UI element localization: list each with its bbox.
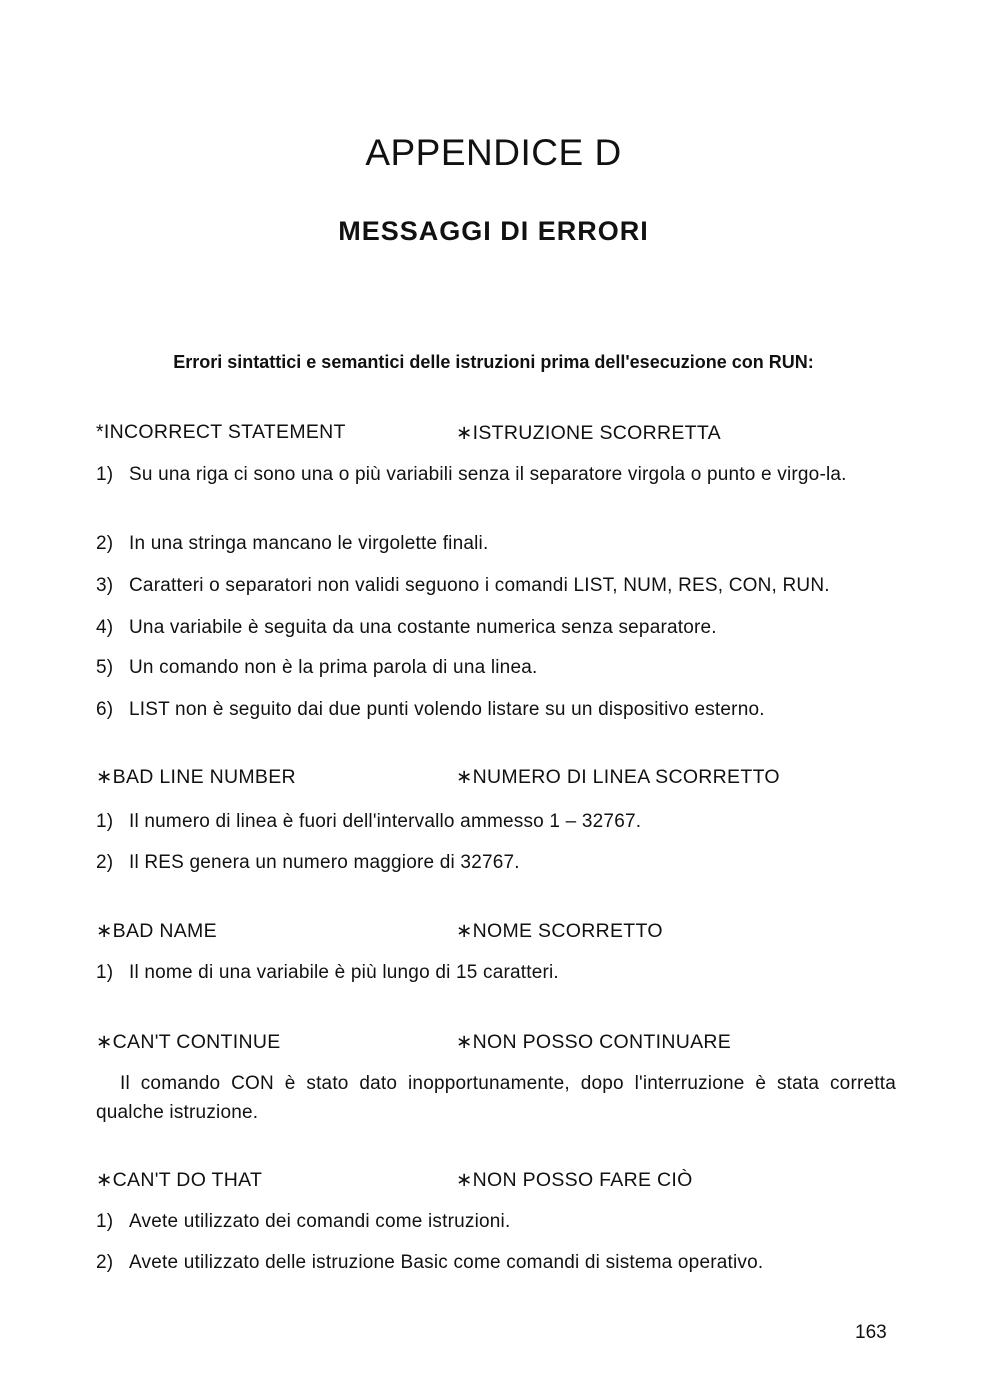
item-text: LIST non è seguito dai due punti volendo listare su un dispositivo esterno.: [129, 699, 765, 720]
item-text: Un comando non è la prima parola di una linea.: [129, 657, 538, 678]
item-text: Avete utilizzato dei comandi come istruzioni.: [129, 1211, 511, 1232]
error-name-english: ∗BAD NAME: [96, 920, 217, 942]
intro-heading: Errori sintattici e semantici delle istruzioni prima dell'esecuzione con RUN:: [173, 352, 814, 372]
item-text: Il RES genera un numero maggiore di 32767.: [129, 852, 520, 873]
item-number: 2): [96, 533, 114, 554]
list-item: [96, 1208, 896, 1236]
item-text: Il numero di linea è fuori dell'intervallo ammesso 1 – 32767.: [129, 811, 642, 832]
list-item: [96, 572, 896, 600]
item-text: Su una riga ci sono una o più variabili senza il separatore virgola o punto e virgo-la.: [129, 464, 847, 485]
item-text: Una variabile è seguita da una costante numerica senza separatore.: [129, 617, 717, 638]
error-name-english: ∗BAD LINE NUMBER: [96, 766, 296, 788]
item-number: 3): [96, 575, 114, 596]
list-item: [96, 461, 896, 489]
page-number: 163: [855, 1322, 887, 1343]
error-name-italian: ∗NUMERO DI LINEA SCORRETTO: [456, 766, 780, 788]
error-name-english: ∗CAN'T CONTINUE: [96, 1031, 281, 1053]
item-number: 4): [96, 617, 114, 638]
section-paragraph: Il comando CON è stato dato inopportunamente, dopo l'interruzione è stata corretta qualche istruzione.: [96, 1073, 896, 1123]
list-item: [96, 654, 896, 682]
error-name-english: ∗CAN'T DO THAT: [96, 1169, 263, 1191]
list-item: [96, 530, 896, 558]
item-number: 5): [96, 657, 114, 678]
item-text: Il nome di una variabile è più lungo di 15 caratteri.: [129, 962, 559, 983]
error-name-italian: ∗ISTRUZIONE SCORRETTA: [456, 422, 721, 444]
item-text: Caratteri o separatori non validi seguono i comandi LIST, NUM, RES, CON, RUN.: [129, 575, 830, 596]
list-item: [96, 1249, 896, 1277]
item-number: 1): [96, 811, 114, 832]
item-number: 1): [96, 962, 114, 983]
item-number: 6): [96, 699, 114, 720]
list-item: [96, 849, 896, 877]
error-name-english: *INCORRECT STATEMENT: [96, 421, 346, 443]
item-number: 2): [96, 852, 114, 873]
item-text: In una stringa mancano le virgolette finali.: [129, 533, 489, 554]
error-name-italian: ∗NON POSSO CONTINUARE: [456, 1031, 732, 1053]
list-item: [96, 808, 896, 836]
error-name-italian: ∗NOME SCORRETTO: [456, 920, 663, 942]
item-number: 1): [96, 1211, 114, 1232]
item-number: 1): [96, 464, 114, 485]
list-item: [96, 696, 896, 724]
list-item: [96, 614, 896, 642]
item-number: 2): [96, 1252, 114, 1273]
appendix-title: APPENDICE D: [365, 132, 622, 173]
list-item: [96, 959, 896, 987]
item-text: Avete utilizzato delle istruzione Basic come comandi di sistema operativo.: [129, 1252, 764, 1273]
error-name-italian: ∗NON POSSO FARE CIÒ: [456, 1169, 693, 1191]
chapter-title: MESSAGGI DI ERRORI: [338, 216, 649, 246]
